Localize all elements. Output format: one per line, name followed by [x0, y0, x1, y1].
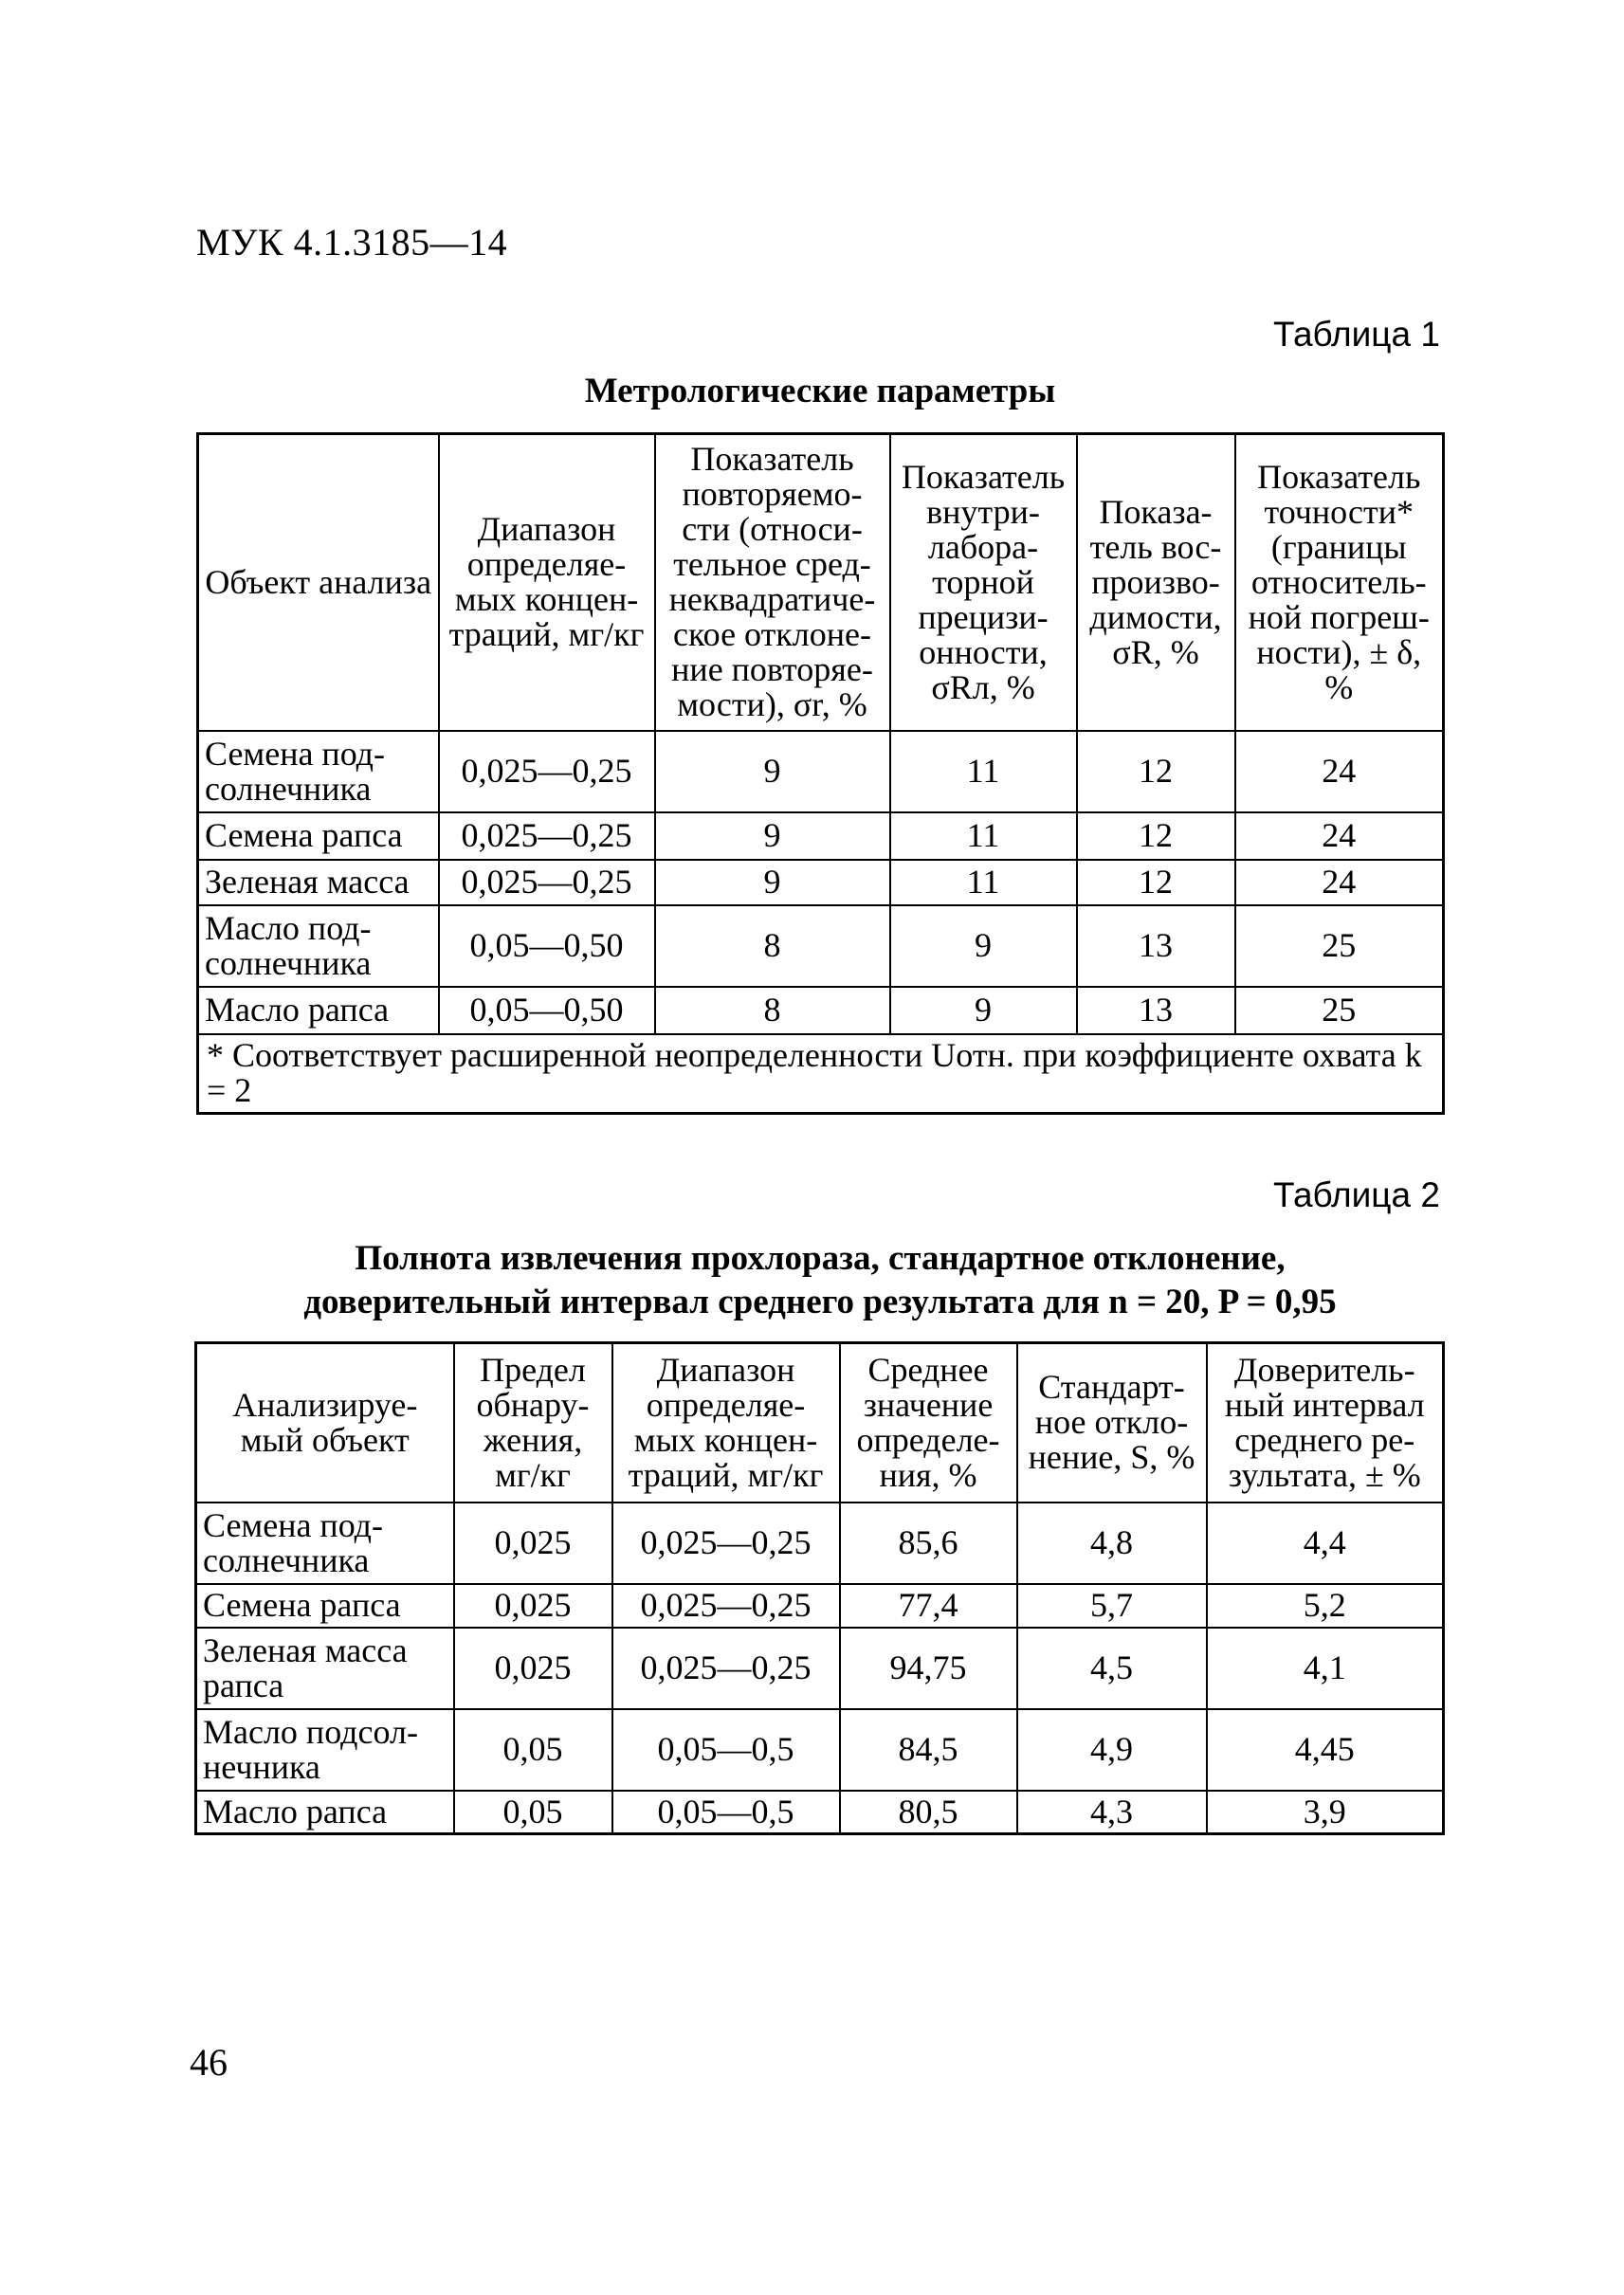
table1-header: Показатель внутри-лабора-торной прецизи-онности, σRл, %: [890, 434, 1077, 731]
table-row: [198, 987, 1444, 1034]
table1-header: Показатель точности* (границы относитель-ной погреш-ности), ± δ, %: [1235, 434, 1444, 731]
cell-sd: 4,5: [1017, 1628, 1207, 1709]
table1-header-row: [198, 434, 1444, 731]
table1: [196, 432, 1445, 1115]
cell-object: Семена под-солнечника: [196, 1503, 454, 1584]
cell-range: 0,025—0,25: [612, 1628, 840, 1709]
cell-srl: 9: [890, 905, 1077, 987]
cell-lod: 0,025: [454, 1628, 612, 1709]
table2-label: Таблица 2: [1273, 1175, 1440, 1214]
cell-object: Масло рапса: [196, 1791, 454, 1834]
cell-sR: 12: [1077, 860, 1235, 905]
cell-range: 0,025—0,25: [439, 731, 655, 812]
cell-sd: 4,3: [1017, 1791, 1207, 1834]
table2-header: Диапазон определяе-мых концен-траций, мг/кг: [612, 1343, 840, 1503]
cell-delta: 24: [1235, 860, 1444, 905]
cell-delta: 25: [1235, 905, 1444, 987]
cell-srl: 11: [890, 860, 1077, 905]
table2-caption-line: доверительный интервал среднего результата для n = 20, P = 0,95: [303, 1283, 1337, 1321]
cell-sr: 8: [655, 905, 890, 987]
cell-range: 0,05—0,5: [612, 1709, 840, 1791]
table1-caption: Метрологические параметры: [584, 372, 1056, 410]
table2-caption-line: Полнота извлечения прохлораза, стандартное отклонение,: [355, 1239, 1286, 1278]
cell-ci: 4,45: [1207, 1709, 1444, 1791]
table2-caption: [194, 1237, 1446, 1324]
cell-object: Семена под-солнечника: [198, 731, 439, 812]
document-code: МУК 4.1.3185—14: [196, 221, 508, 264]
cell-ci: 5,2: [1207, 1584, 1444, 1628]
cell-object: Семена рапса: [196, 1584, 454, 1628]
cell-lod: 0,025: [454, 1584, 612, 1628]
table1-header: Показа-тель вос-произво-димости, σR, %: [1077, 434, 1235, 731]
cell-object: Масло рапса: [198, 987, 439, 1034]
cell-mean: 80,5: [840, 1791, 1017, 1834]
table1-header: Показатель повторяемо-сти (относи-тельное сред-неквадратиче-ское отклоне-ние повторяе-мости), σr, %: [655, 434, 890, 731]
cell-range: 0,05—0,50: [439, 987, 655, 1034]
table-row: [198, 731, 1444, 812]
table-row: [196, 1709, 1444, 1791]
cell-sd: 4,9: [1017, 1709, 1207, 1791]
table2-header: Предел обнару-жения, мг/кг: [454, 1343, 612, 1503]
cell-srl: 11: [890, 812, 1077, 860]
cell-sR: 13: [1077, 905, 1235, 987]
table1-footnote-row: [198, 1034, 1444, 1114]
table1-footnote: * Соответствует расширенной неопределенности Uотн. при коэффициенте охвата k = 2: [198, 1034, 1444, 1114]
table1-header: Объект анализа: [198, 434, 439, 731]
cell-range: 0,025—0,25: [612, 1503, 840, 1584]
cell-sr: 9: [655, 860, 890, 905]
cell-sR: 12: [1077, 812, 1235, 860]
cell-sR: 12: [1077, 731, 1235, 812]
table-row: [198, 905, 1444, 987]
cell-ci: 4,1: [1207, 1628, 1444, 1709]
table-row: [196, 1628, 1444, 1709]
cell-range: 0,025—0,25: [612, 1584, 840, 1628]
table2-header: Доверитель-ный интервал среднего ре-зультата, ± %: [1207, 1343, 1444, 1503]
table1-label: Таблица 1: [1273, 315, 1440, 354]
cell-mean: 94,75: [840, 1628, 1017, 1709]
cell-lod: 0,05: [454, 1709, 612, 1791]
table-row: [196, 1791, 1444, 1834]
cell-ci: 3,9: [1207, 1791, 1444, 1834]
cell-srl: 11: [890, 731, 1077, 812]
table2-header: Среднее значение определе-ния, %: [840, 1343, 1017, 1503]
cell-lod: 0,025: [454, 1503, 612, 1584]
cell-mean: 77,4: [840, 1584, 1017, 1628]
table2-header-row: [196, 1343, 1444, 1503]
table-row: [198, 812, 1444, 860]
cell-mean: 84,5: [840, 1709, 1017, 1791]
cell-sr: 9: [655, 812, 890, 860]
page-number: 46: [190, 2041, 228, 2084]
cell-range: 0,025—0,25: [439, 812, 655, 860]
cell-object: Масло под-солнечника: [198, 905, 439, 987]
cell-srl: 9: [890, 987, 1077, 1034]
cell-range: 0,05—0,5: [612, 1791, 840, 1834]
cell-range: 0,025—0,25: [439, 860, 655, 905]
cell-sd: 5,7: [1017, 1584, 1207, 1628]
table-row: [198, 860, 1444, 905]
cell-ci: 4,4: [1207, 1503, 1444, 1584]
table-row: [196, 1584, 1444, 1628]
table1-header: Диапазон определяе-мых концен-траций, мг/кг: [439, 434, 655, 731]
cell-object: Семена рапса: [198, 812, 439, 860]
cell-sR: 13: [1077, 987, 1235, 1034]
table-row: [196, 1503, 1444, 1584]
cell-delta: 25: [1235, 987, 1444, 1034]
cell-object: Масло подсол-нечника: [196, 1709, 454, 1791]
cell-mean: 85,6: [840, 1503, 1017, 1584]
cell-range: 0,05—0,50: [439, 905, 655, 987]
table2-header: Анализируе-мый объект: [196, 1343, 454, 1503]
cell-delta: 24: [1235, 812, 1444, 860]
cell-object: Зеленая масса: [198, 860, 439, 905]
cell-object: Зеленая масса рапса: [196, 1628, 454, 1709]
table2-header: Стандарт-ное откло-нение, S, %: [1017, 1343, 1207, 1503]
cell-sd: 4,8: [1017, 1503, 1207, 1584]
cell-sr: 9: [655, 731, 890, 812]
cell-sr: 8: [655, 987, 890, 1034]
cell-delta: 24: [1235, 731, 1444, 812]
cell-lod: 0,05: [454, 1791, 612, 1834]
table2: [194, 1341, 1445, 1835]
